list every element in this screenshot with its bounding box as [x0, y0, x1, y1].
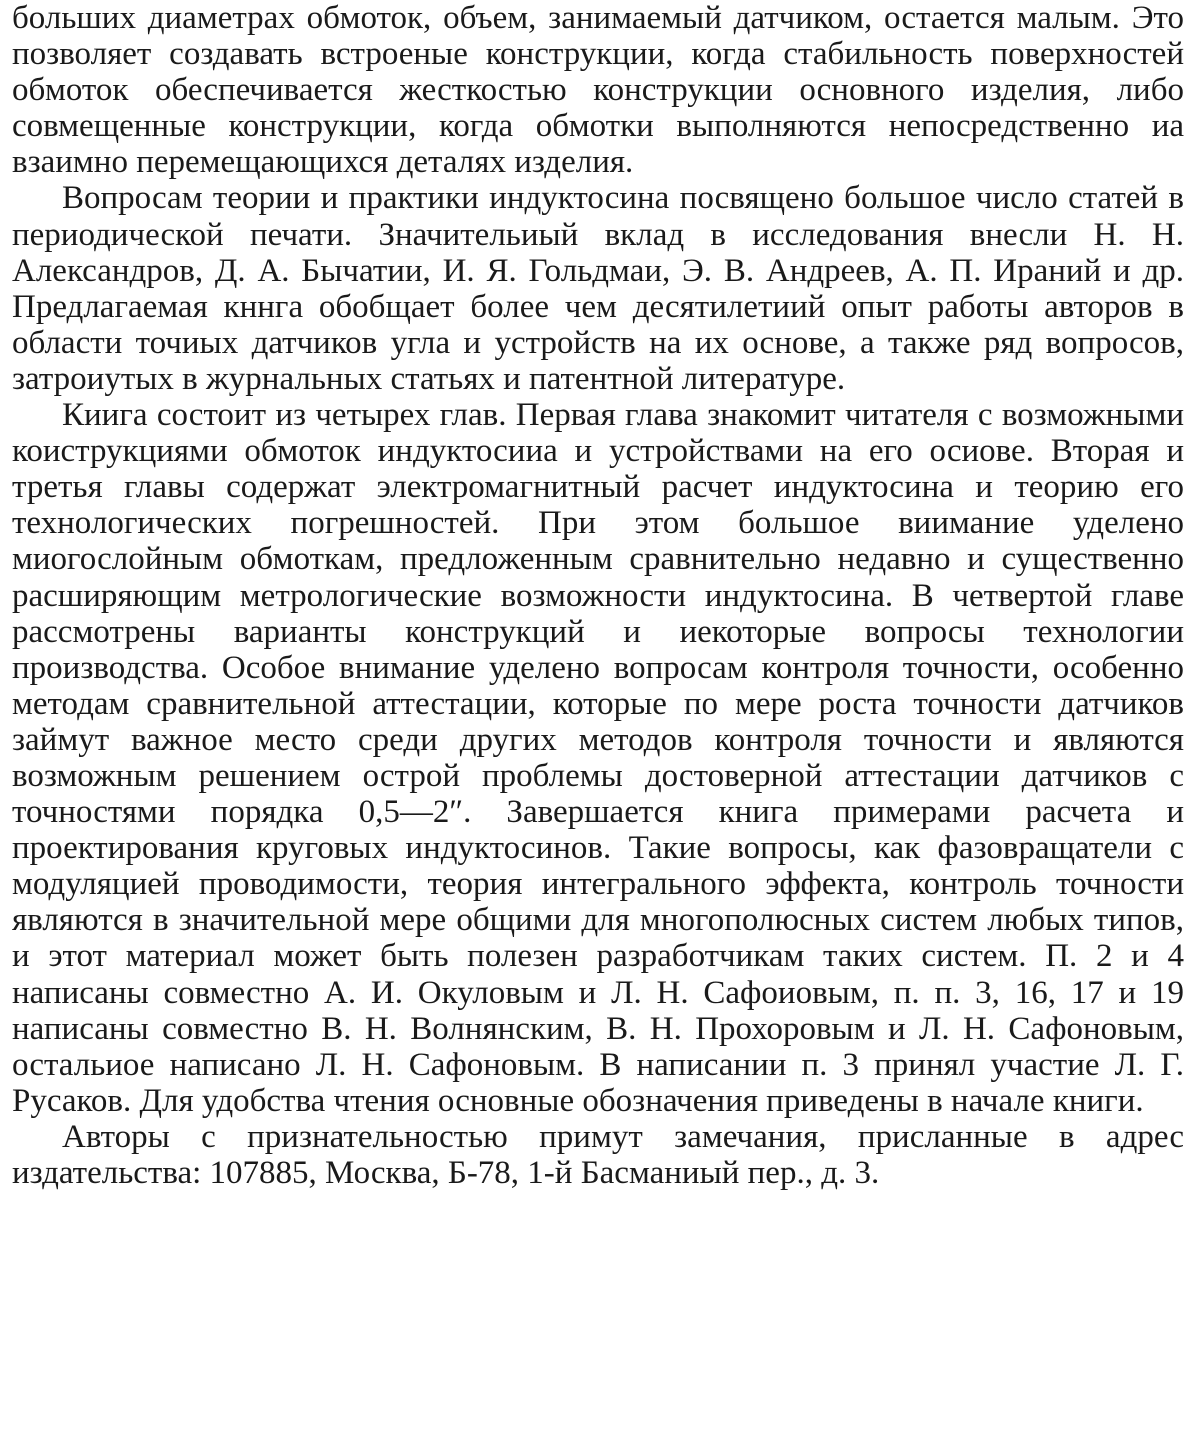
book-page: [12, 0, 1184, 1452]
paragraph-4: Авторы с признательностью примут замечания, присланные в адрес издательства: 107885, Москва, Б-78, 1-й Басманиый пер., д. 3.: [12, 1118, 1184, 1191]
paragraph-1: больших диаметрах обмоток, объем, занимаемый датчиком, остается малым. Это позволяет создавать встроеные конструкции, когда стабильность поверхностей обмоток обеспечивается жесткостью конструкции основного изделия, либо совмещенные конструкции, когда обмотки выполняются непосредственно иа взаимно перемещающихся деталях изделия.: [12, 0, 1184, 181]
paragraph-2: Вопросам теории и практики индуктосина посвящено большое число статей в периодической печати. Значительиый вклад в исследования внесли Н. Н. Александров, Д. А. Бычатии, И. Я. Гольдмаи, Э. В. Андреев, А. П. Ираний и др. Предлагаемая кннга обобщает более чем десятилетиий опыт работы авторов в области точиых датчиков угла и устройств на их основе, а также ряд вопросов, затроиутых в журнальных статьях и патентной литературе.: [12, 180, 1184, 397]
paragraph-3: Киига состоит из четырех глав. Первая глава знакомит читателя с возможными коиструкциями обмоток индуктосииа и устройствами на его осиове. Вторая и третья главы содержат электромагнитный расчет индуктосина и теорию его технологических погрешностей. При этом большое виимание уделено миогослойным обмоткам, предложенным сравнительно недавно и существенно расширяющим метрологические возможности индуктосина. В четвертой главе рассмотрены варианты конструкций и иекоторые вопросы технологии производства. Особое внимание уделено вопросам контроля точности, особенно методам сравнительной аттестации, которые по мере роста точности датчиков займут важное место среди других методов контроля точности и являются возможным решением острой проблемы достоверной аттестации датчиков с точностями порядка 0,5—2″. Завершается книга примерами расчета и проектирования круговых индуктосинов. Такие вопросы, как фазовращатели с модуляцией проводимости, теория интегрального эффекта, контроль точности являются в значительной мере общими для многополюсных систем любых типов, и этот материал может быть полезен разработчикам таких систем. П. 2 и 4 написаны совместно А. И. Окуловым и Л. Н. Сафоиовым, п. п. 3, 16, 17 и 19 написаны совместно В. Н. Волнянским, В. Н. Прохоровым и Л. Н. Сафоновым, остальиое написано Л. Н. Сафоновым. В написании п. 3 принял участие Л. Г. Русаков. Для удобства чтения основные обозначения приведены в начале книги.: [12, 397, 1184, 1119]
